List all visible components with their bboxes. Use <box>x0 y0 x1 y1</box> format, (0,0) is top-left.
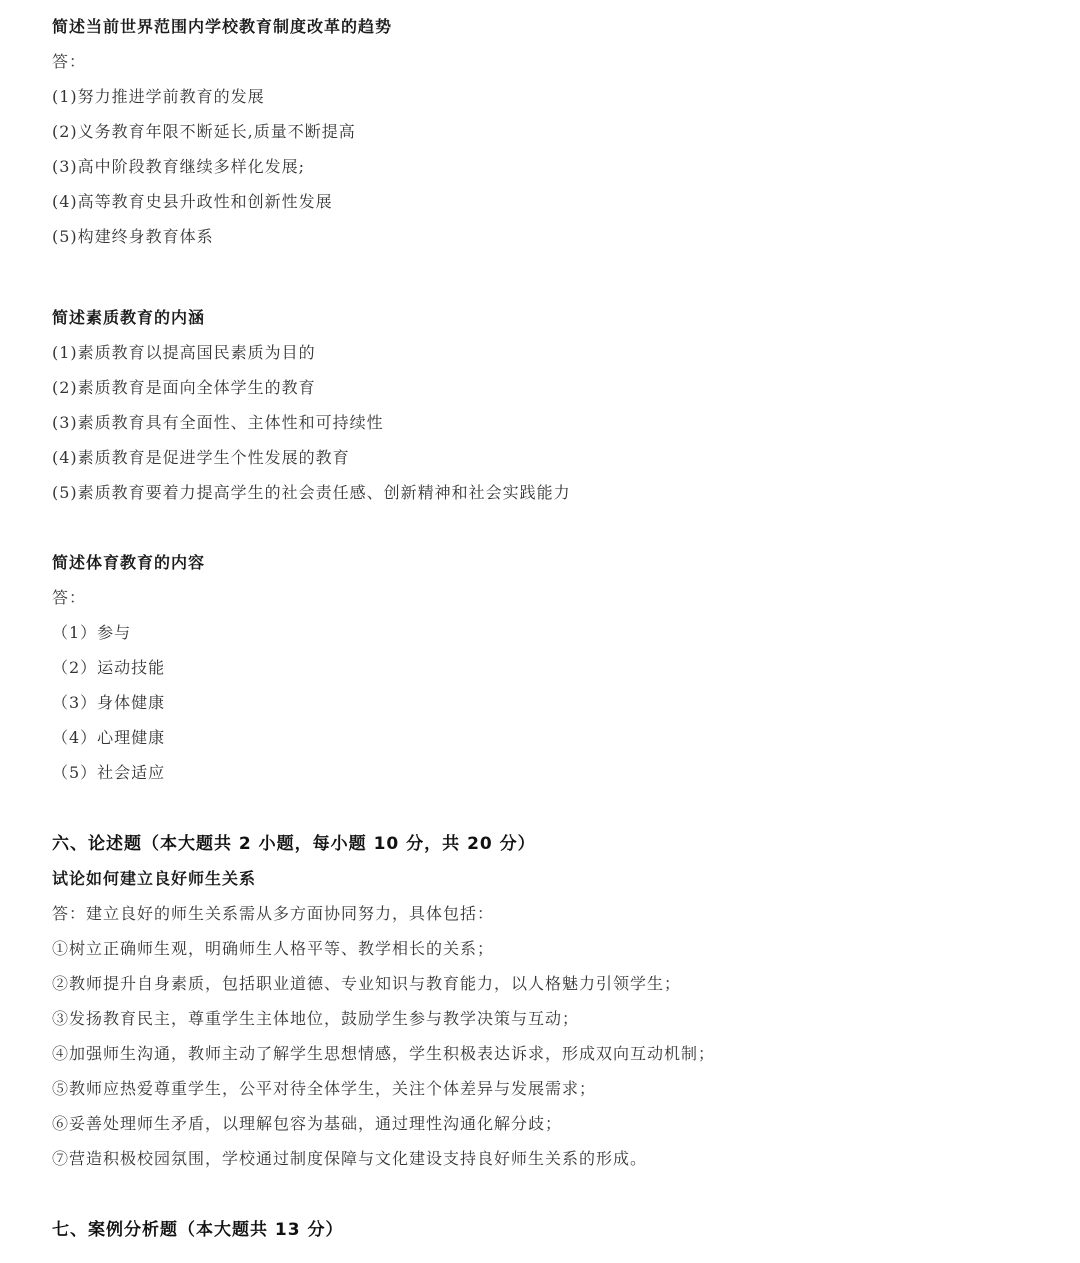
answer-item: ②教师提升自身素质，包括职业道德、专业知识与教育能力，以人格魅力引领学生； <box>52 974 682 993</box>
answer-item: (4)素质教育是促进学生个性发展的教育 <box>52 448 350 467</box>
answer-item: ⑤教师应热爱尊重学生，公平对待全体学生，关注个体差异与发展需求； <box>52 1079 597 1098</box>
question-title: 简述体育教育的内容 <box>52 553 206 572</box>
answer-item: (1)素质教育以提高国民素质为目的 <box>52 343 316 362</box>
answer-item: ③发扬教育民主，尊重学生主体地位，鼓励学生参与教学决策与互动； <box>52 1009 580 1028</box>
section-heading: 七、案例分析题（本大题共 13 分） <box>52 1220 344 1240</box>
answer-item: (1)努力推进学前教育的发展 <box>52 87 265 106</box>
answer-item: (2)义务教育年限不断延长,质量不断提高 <box>52 122 356 141</box>
answer-item: (3)素质教育具有全面性、主体性和可持续性 <box>52 413 384 432</box>
answer-item: (3)高中阶段教育继续多样化发展; <box>52 157 306 176</box>
answer-item: （3）身体健康 <box>52 693 166 712</box>
section-heading: 六、论述题（本大题共 2 小题，每小题 10 分，共 20 分） <box>52 834 536 854</box>
answer-item: (2)素质教育是面向全体学生的教育 <box>52 378 316 397</box>
answer-item: ⑥妥善处理师生矛盾，以理解包容为基础，通过理性沟通化解分歧； <box>52 1114 563 1133</box>
answer-label: 答： <box>52 588 87 607</box>
answer-item: ①树立正确师生观，明确师生人格平等、教学相长的关系； <box>52 939 495 958</box>
answer-item: （5）社会适应 <box>52 763 166 782</box>
answer-item: ④加强师生沟通，教师主动了解学生思想情感，学生积极表达诉求，形成双向互动机制； <box>52 1044 716 1063</box>
answer-item: (4)高等教育史县升政性和创新性发展 <box>52 192 333 211</box>
answer-item: （2）运动技能 <box>52 658 166 677</box>
answer-item: （4）心理健康 <box>52 728 166 747</box>
answer-intro: 答：建立良好的师生关系需从多方面协同努力，具体包括： <box>52 904 495 923</box>
question-title: 简述当前世界范围内学校教育制度改革的趋势 <box>52 17 393 36</box>
answer-item: (5)构建终身教育体系 <box>52 227 214 246</box>
answer-item: ⑦营造积极校园氛围，学校通过制度保障与文化建设支持良好师生关系的形成。 <box>52 1149 648 1168</box>
answer-item: (5)素质教育要着力提高学生的社会责任感、创新精神和社会实践能力 <box>52 483 571 502</box>
question-title: 简述素质教育的内涵 <box>52 308 206 327</box>
answer-item: （1）参与 <box>52 623 132 642</box>
answer-label: 答： <box>52 52 87 71</box>
question-title: 试论如何建立良好师生关系 <box>52 869 257 888</box>
